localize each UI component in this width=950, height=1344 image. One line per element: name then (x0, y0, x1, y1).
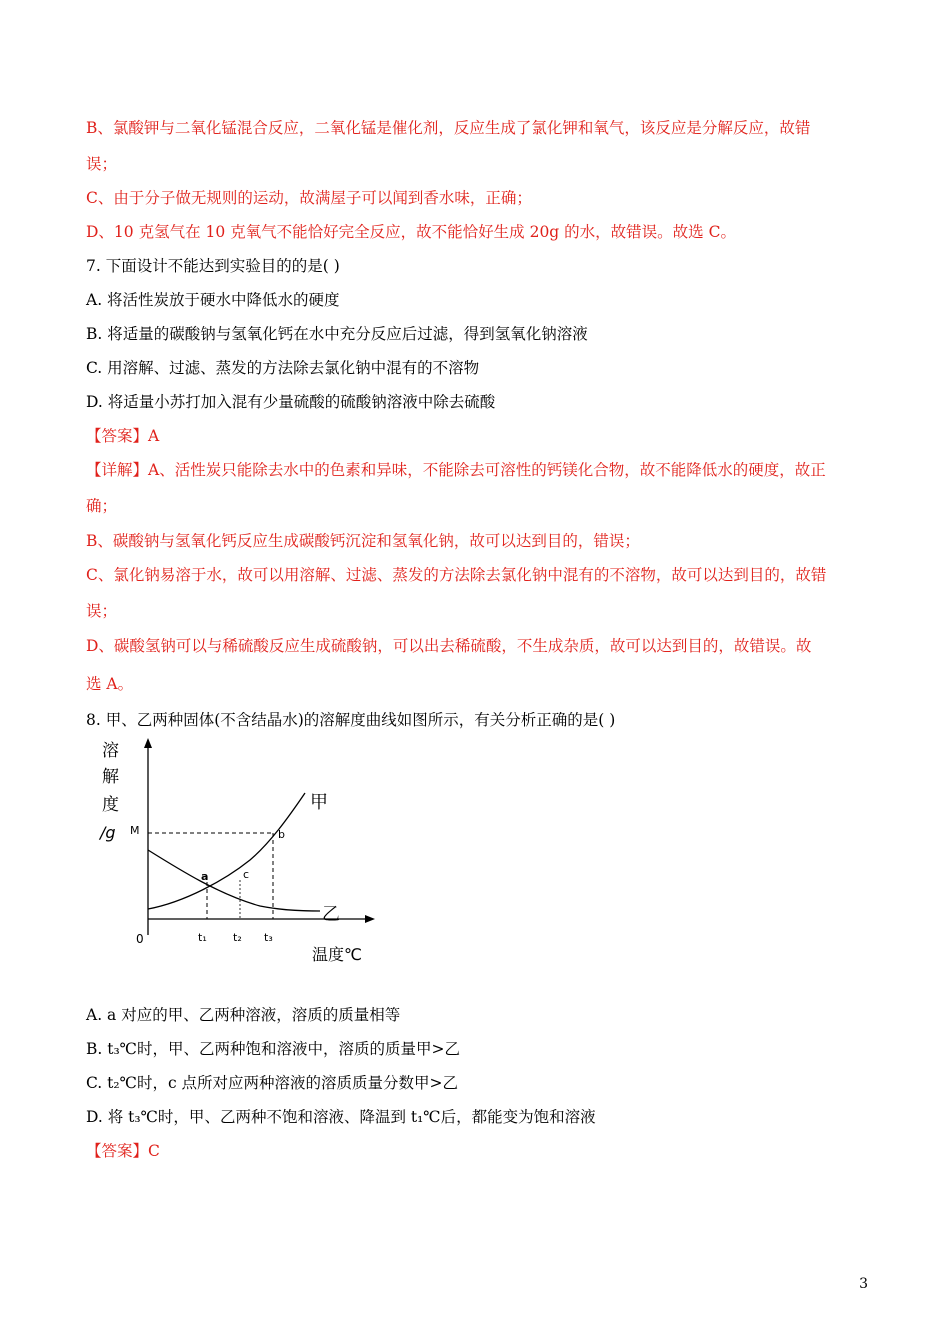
curve-jia-label: 甲 (310, 792, 328, 813)
y-axis-label-2: 解 (102, 767, 119, 787)
x-axis-label: 温度℃ (312, 945, 362, 964)
point-a-label: a (201, 870, 209, 883)
curve-jia (148, 793, 305, 909)
point-c-label: c (243, 868, 250, 881)
question-8-option-d: D. 将 t₃℃时，甲、乙两种不饱和溶液、降温到 t₁℃后，都能变为饱和溶液 (86, 1108, 596, 1126)
question-8-stem: 8. 甲、乙两种固体(不含结晶水)的溶解度曲线如图所示，有关分析正确的是( ) (86, 711, 616, 729)
explanation-line: 选 A。 (86, 675, 134, 693)
question-8-answer: 【答案】C (86, 1142, 160, 1160)
page-number: 3 (859, 1276, 868, 1292)
question-7-answer: 【答案】A (86, 427, 160, 445)
question-8-option-c: C. t₂℃时，c 点所对应两种溶液的溶质质量分数甲>乙 (86, 1074, 459, 1092)
question-7-option-a: A. 将活性炭放于硬水中降低水的硬度 (86, 291, 340, 309)
question-8-option-a: A. a 对应的甲、乙两种溶液，溶质的质量相等 (86, 1006, 401, 1024)
explanation-line: B、碳酸钠与氢氧化钙反应生成碳酸钙沉淀和氢氧化钠，故可以达到目的，错误； (86, 532, 640, 550)
explanation-line: C、由于分子做无规则的运动，故满屋子可以闻到香水味，正确； (86, 189, 532, 207)
tick-t1: t₁ (198, 931, 207, 944)
question-7-explanation: 【详解】A、活性炭只能除去水中的色素和异味，不能除去可溶性的钙镁化合物，故不能降低水的硬度，故正 (86, 461, 826, 479)
origin-label: 0 (136, 932, 144, 946)
y-axis-label-3: 度 (102, 795, 119, 815)
question-7-stem: 7. 下面设计不能达到实验目的的是( ) (86, 257, 340, 275)
explanation-line: B、氯酸钾与二氧化锰混合反应，二氧化锰是催化剂，反应生成了氯化钾和氧气，该反应是分解反应，故错 (86, 119, 811, 137)
explanation-line: 确； (86, 497, 118, 515)
question-7-option-d: D. 将适量小苏打加入混有少量硫酸的硫酸钠溶液中除去硫酸 (86, 393, 496, 411)
point-b-label: b (278, 828, 285, 841)
question-7-option-b: B. 将适量的碳酸钠与氢氧化钙在水中充分反应后过滤，得到氢氧化钠溶液 (86, 325, 588, 343)
explanation-line: D、10 克氢气在 10 克氧气不能恰好完全反应，故不能恰好生成 20g 的水，故错误。故选 C。 (86, 223, 736, 241)
explanation-line: 误； (86, 602, 118, 620)
y-axis (144, 738, 152, 935)
tick-t3: t₃ (264, 931, 273, 944)
curve-yi-label: 乙 (322, 904, 340, 925)
question-7-option-c: C. 用溶解、过滤、蒸发的方法除去氯化钠中混有的不溶物 (86, 359, 480, 377)
y-axis-unit: /g (100, 823, 116, 842)
solubility-curve-figure (100, 730, 390, 970)
tick-t2: t₂ (233, 931, 242, 944)
question-8-option-b: B. t₃℃时，甲、乙两种饱和溶液中，溶质的质量甲>乙 (86, 1040, 461, 1058)
m-label: M (130, 824, 140, 837)
y-axis-label-1: 溶 (102, 741, 119, 761)
explanation-line: D、碳酸氢钠可以与稀硫酸反应生成硫酸钠，可以出去稀硫酸，不生成杂质，故可以达到目的，故错误。故 (86, 637, 812, 655)
x-axis (148, 915, 375, 923)
explanation-line: 误； (86, 155, 118, 173)
explanation-line: C、氯化钠易溶于水，故可以用溶解、过滤、蒸发的方法除去氯化钠中混有的不溶物，故可以达到目的，故错 (86, 566, 827, 584)
